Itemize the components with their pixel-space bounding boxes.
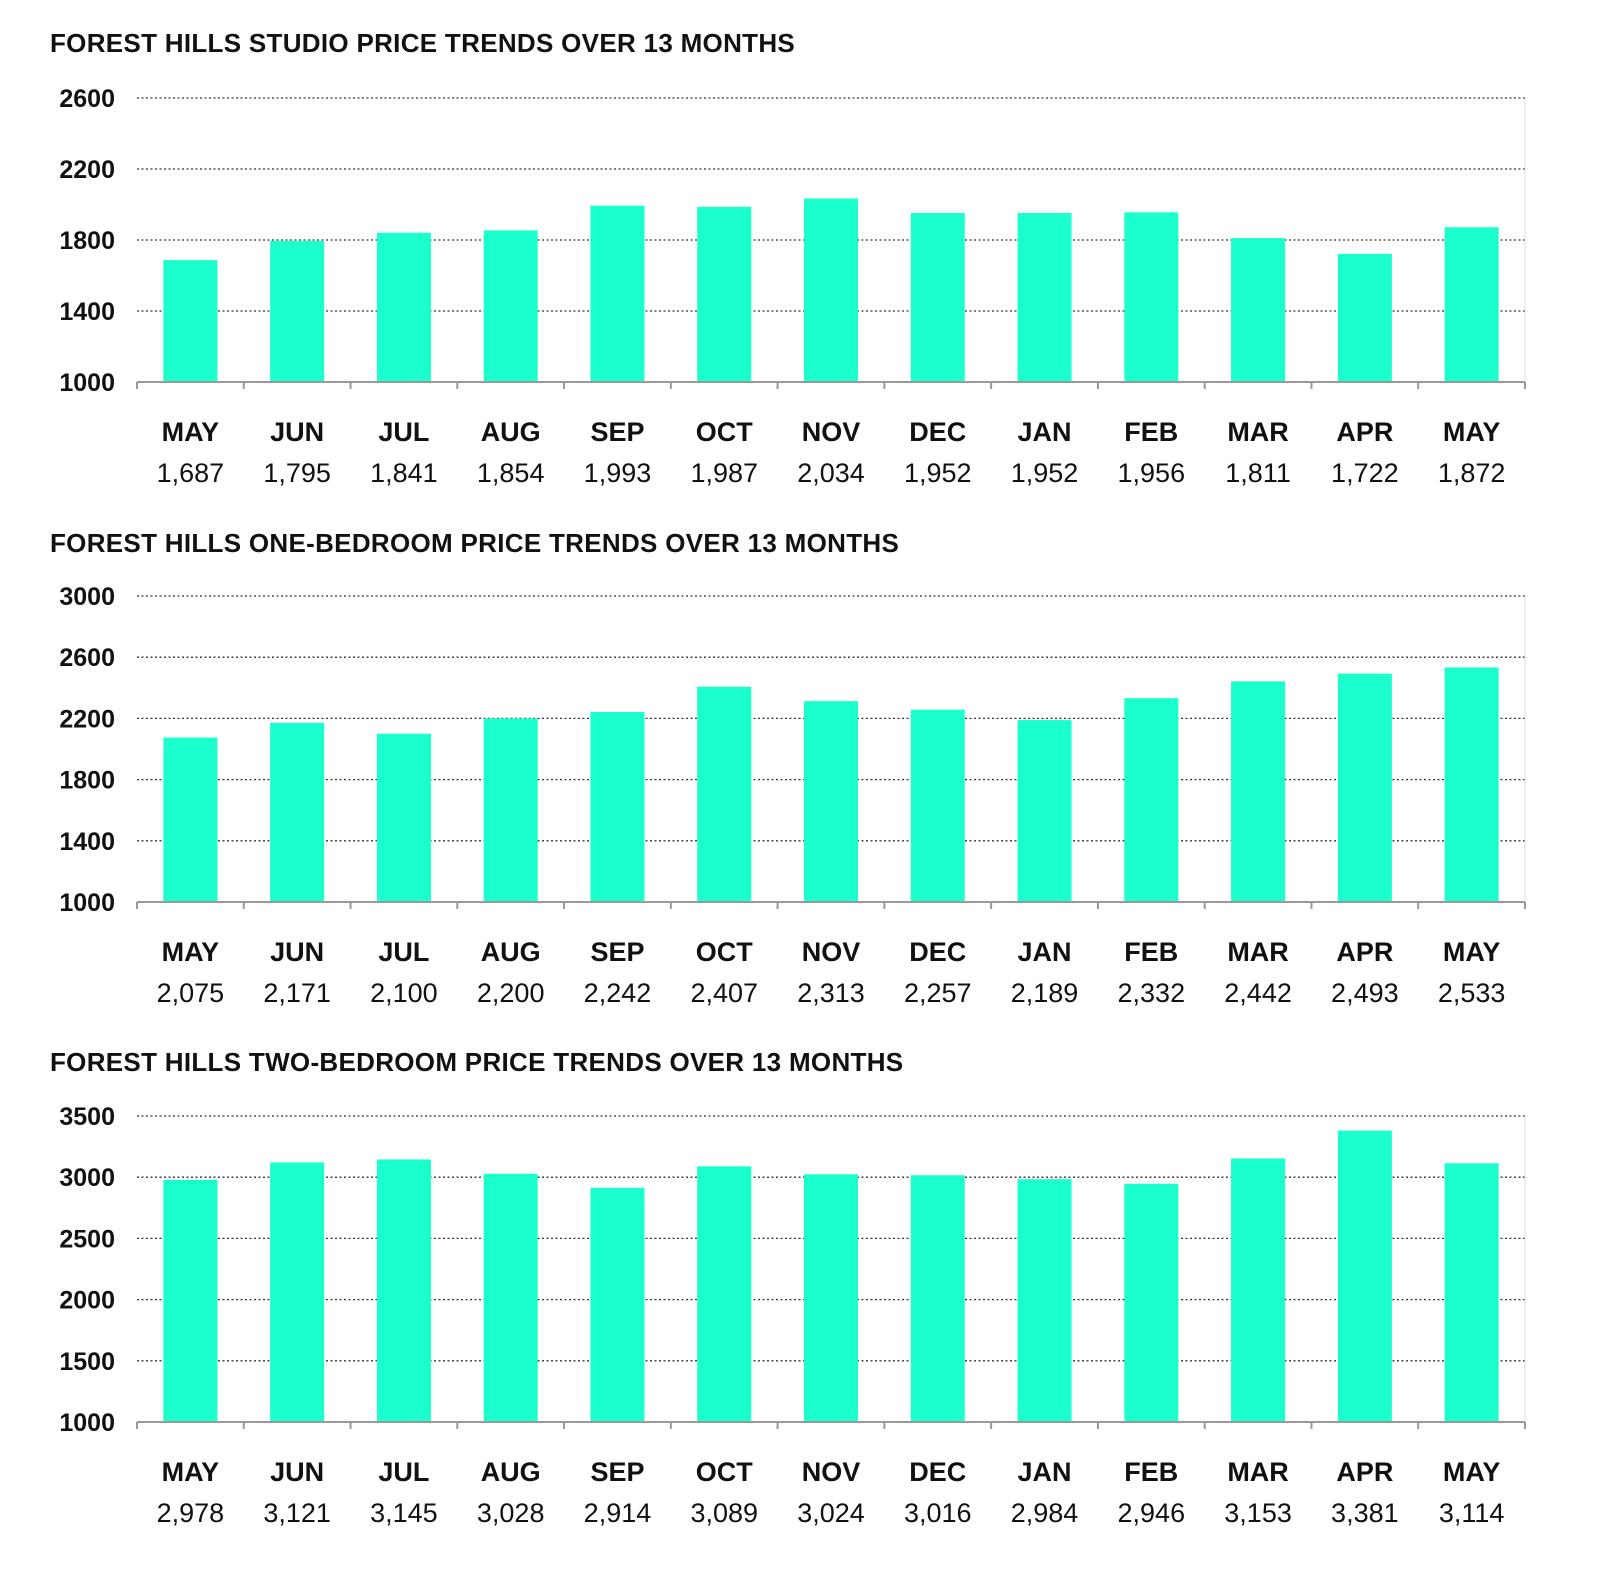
bar xyxy=(1124,212,1178,382)
bar xyxy=(484,230,538,382)
data-label: 3,028 xyxy=(476,1498,545,1528)
x-tick-label: DEC xyxy=(909,417,967,447)
x-tick-label: JUL xyxy=(378,937,430,967)
y-tick-label: 1000 xyxy=(59,889,115,917)
data-label: 2,034 xyxy=(797,458,865,488)
data-label: 2,242 xyxy=(583,978,652,1008)
x-tick-label: FEB xyxy=(1124,417,1179,447)
data-label: 1,993 xyxy=(583,458,652,488)
x-tick-label: DEC xyxy=(909,1457,967,1487)
x-tick-label: SEP xyxy=(590,417,645,447)
x-tick-label: JUL xyxy=(378,1457,430,1487)
data-label: 1,952 xyxy=(1010,458,1079,488)
bar xyxy=(1124,698,1178,902)
data-label: 2,075 xyxy=(156,978,225,1008)
x-tick-label: MAR xyxy=(1227,1457,1289,1487)
y-tick-label: 3000 xyxy=(59,1164,115,1193)
y-tick-label: 3000 xyxy=(59,583,115,611)
data-label: 3,089 xyxy=(690,1498,759,1528)
data-label: 3,114 xyxy=(1438,1498,1505,1528)
x-tick-label: MAY xyxy=(1442,1457,1501,1487)
y-tick-label: 1500 xyxy=(59,1347,115,1376)
y-tick-label: 2000 xyxy=(59,1286,115,1315)
bar xyxy=(804,198,858,382)
chart-title: FOREST HILLS ONE-BEDROOM PRICE TRENDS OVER 13 MONTHS xyxy=(50,528,900,558)
y-tick-label: 3500 xyxy=(59,1103,115,1131)
data-label: 2,442 xyxy=(1224,978,1292,1008)
bar xyxy=(1124,1184,1178,1422)
x-tick-label: JUL xyxy=(378,417,430,447)
data-label: 2,171 xyxy=(263,978,331,1008)
y-tick-label: 1400 xyxy=(59,827,115,856)
one-bedroom-plot xyxy=(0,528,1600,1018)
y-tick-label: 2500 xyxy=(59,1225,115,1254)
bar xyxy=(484,718,538,902)
y-tick-label: 2200 xyxy=(59,156,115,184)
x-tick-label: JUN xyxy=(270,417,325,447)
bar xyxy=(590,1188,644,1422)
data-label: 2,200 xyxy=(476,978,545,1008)
bar xyxy=(697,1166,751,1422)
x-tick-label: SEP xyxy=(590,937,645,967)
data-label: 3,024 xyxy=(797,1498,865,1528)
chart-title: FOREST HILLS TWO-BEDROOM PRICE TRENDS OVER 13 MONTHS xyxy=(50,1047,904,1077)
data-label: 1,722 xyxy=(1331,458,1399,488)
data-label: 3,153 xyxy=(1224,1498,1292,1528)
bar xyxy=(804,1174,858,1422)
x-tick-label: AUG xyxy=(480,937,541,967)
data-label: 2,332 xyxy=(1117,978,1186,1008)
x-tick-label: OCT xyxy=(695,937,753,967)
bar xyxy=(1338,1131,1392,1422)
y-tick-label: 2600 xyxy=(59,644,115,673)
bar xyxy=(163,1180,217,1422)
bar xyxy=(1445,667,1499,902)
data-label: 2,978 xyxy=(156,1498,225,1528)
x-tick-label: JAN xyxy=(1017,1457,1072,1487)
bar xyxy=(1018,1179,1072,1422)
data-label: 3,121 xyxy=(263,1498,331,1528)
bar xyxy=(697,207,751,382)
x-tick-label: MAY xyxy=(161,937,220,967)
y-tick-label: 1800 xyxy=(59,227,115,255)
data-label: 1,952 xyxy=(903,458,972,488)
bar xyxy=(377,233,431,382)
data-label: 3,381 xyxy=(1331,1498,1399,1528)
data-label: 1,956 xyxy=(1117,458,1186,488)
x-tick-label: MAY xyxy=(1442,417,1501,447)
bar xyxy=(1231,238,1285,382)
x-tick-label: NOV xyxy=(801,937,861,967)
data-label: 2,914 xyxy=(583,1498,652,1528)
bar xyxy=(270,1162,324,1422)
data-label: 2,533 xyxy=(1437,978,1506,1008)
x-tick-label: JUN xyxy=(270,1457,325,1487)
x-tick-label: JUN xyxy=(270,937,325,967)
bar xyxy=(1445,227,1499,382)
x-tick-label: APR xyxy=(1336,417,1394,447)
data-label: 1,795 xyxy=(263,458,331,488)
x-tick-label: NOV xyxy=(801,1457,861,1487)
x-tick-label: APR xyxy=(1336,1457,1394,1487)
bar xyxy=(484,1174,538,1422)
y-tick-label: 2200 xyxy=(59,705,115,734)
x-tick-label: FEB xyxy=(1124,1457,1179,1487)
x-tick-label: JAN xyxy=(1017,417,1072,447)
x-tick-label: AUG xyxy=(480,1457,541,1487)
x-tick-label: OCT xyxy=(695,417,753,447)
x-tick-label: DEC xyxy=(909,937,967,967)
y-tick-label: 1400 xyxy=(59,298,115,326)
x-tick-label: MAR xyxy=(1227,937,1289,967)
bar xyxy=(1445,1163,1499,1422)
y-tick-label: 1000 xyxy=(59,369,115,397)
x-tick-label: APR xyxy=(1336,937,1394,967)
data-label: 2,189 xyxy=(1010,978,1079,1008)
bar xyxy=(590,206,644,382)
y-tick-label: 2600 xyxy=(59,85,115,113)
data-label: 1,811 xyxy=(1225,458,1291,488)
bar xyxy=(377,1159,431,1422)
data-label: 1,687 xyxy=(156,458,225,488)
bar xyxy=(590,712,644,902)
data-label: 2,257 xyxy=(903,978,972,1008)
bar xyxy=(1231,1158,1285,1422)
data-label: 1,872 xyxy=(1437,458,1506,488)
bar xyxy=(1018,213,1072,382)
bar xyxy=(1018,720,1072,902)
data-label: 2,493 xyxy=(1331,978,1399,1008)
data-label: 2,984 xyxy=(1010,1498,1079,1528)
bar xyxy=(270,241,324,382)
x-tick-label: OCT xyxy=(695,1457,753,1487)
bar xyxy=(1338,674,1392,902)
bar xyxy=(163,260,217,382)
studio-plot xyxy=(0,28,1600,498)
bar xyxy=(911,1175,965,1422)
data-label: 1,854 xyxy=(476,458,545,488)
bar xyxy=(911,213,965,382)
bar xyxy=(804,701,858,902)
data-label: 1,841 xyxy=(370,458,438,488)
bar xyxy=(911,710,965,902)
data-label: 2,313 xyxy=(797,978,865,1008)
x-tick-label: MAY xyxy=(161,1457,220,1487)
chart-title: FOREST HILLS STUDIO PRICE TRENDS OVER 13 MONTHS xyxy=(50,28,796,58)
x-tick-label: MAY xyxy=(161,417,220,447)
x-tick-label: MAY xyxy=(1442,937,1501,967)
bar xyxy=(163,738,217,902)
data-label: 3,145 xyxy=(370,1498,438,1528)
bar xyxy=(697,687,751,902)
x-tick-label: SEP xyxy=(590,1457,645,1487)
y-tick-label: 1000 xyxy=(59,1409,115,1437)
data-label: 1,987 xyxy=(690,458,759,488)
bar xyxy=(1231,681,1285,902)
x-tick-label: MAR xyxy=(1227,417,1289,447)
x-tick-label: FEB xyxy=(1124,937,1179,967)
data-label: 2,100 xyxy=(370,978,438,1008)
data-label: 2,407 xyxy=(690,978,759,1008)
bar xyxy=(377,734,431,902)
x-tick-label: NOV xyxy=(801,417,861,447)
x-tick-label: JAN xyxy=(1017,937,1072,967)
data-label: 2,946 xyxy=(1117,1498,1186,1528)
bar xyxy=(270,723,324,902)
bar xyxy=(1338,254,1392,382)
two-bedroom-plot xyxy=(0,1047,1600,1552)
y-tick-label: 1800 xyxy=(59,766,115,795)
data-label: 3,016 xyxy=(903,1498,972,1528)
x-tick-label: AUG xyxy=(480,417,541,447)
